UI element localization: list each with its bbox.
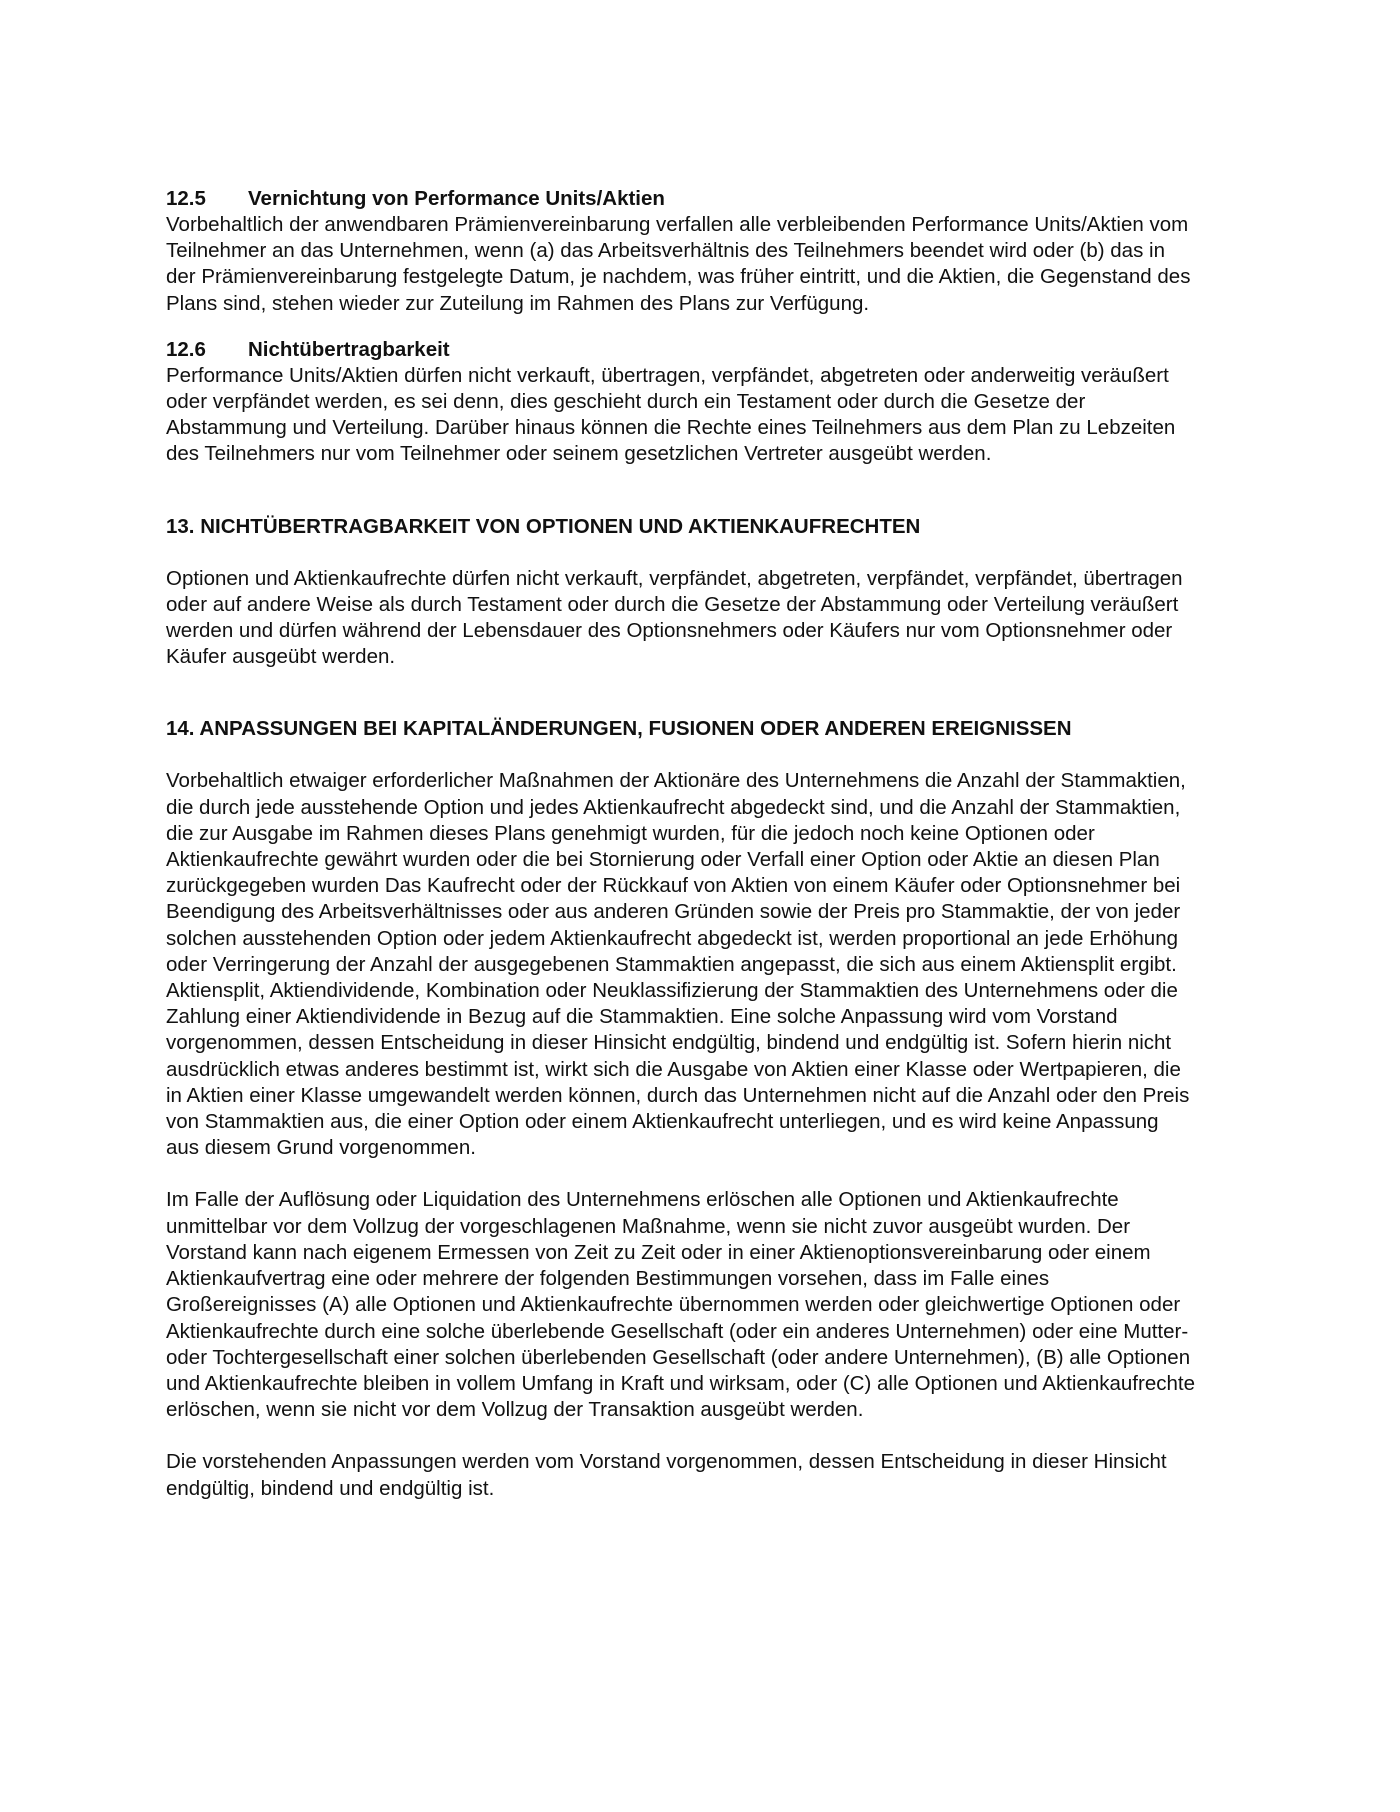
section-number: 12.6	[166, 337, 206, 361]
section-13	[166, 514, 1196, 671]
section-14-heading: 14. ANPASSUNGEN BEI KAPITALÄNDERUNGEN, FUSIONEN ODER ANDEREN EREIGNISSEN	[166, 717, 1072, 741]
section-13-heading: 13. NICHTÜBERTRAGBARKEIT VON OPTIONEN UND AKTIENKAUFRECHTEN	[166, 514, 921, 538]
section-title: Nichtübertragbarkeit	[248, 337, 450, 361]
section-14-paragraph: Im Falle der Auflösung oder Liquidation des Unternehmens erlöschen alle Optionen und Aktienkaufrechte unmittelbar vor dem Vollzug der vorgeschlagenen Maßnahme, wenn sie nicht zuvor ausgeübt wurden. Der Vorstand kann nach eigenem Ermessen von Zeit zu Zeit oder in einer Aktienoptionsvereinbarung oder einem Aktienkaufvertrag eine oder mehrere der folgenden Bestimmungen vorsehen, dass im Falle eines Großereignisses (A) alle Optionen und Aktienkaufrechte übernommen werden oder gleichwertige Optionen oder Aktienkaufrechte durch eine solche überlebende Gesellschaft (oder ein anderes Unternehmen) oder eine Mutter- oder Tochtergesellschaft einer solchen überlebenden Gesellschaft (oder andere Unternehmen), (B) alle Optionen und Aktienkaufrechte bleiben in vollem Umfang in Kraft und wirksam, oder (C) alle Optionen und Aktienkaufrechte erlöschen, wenn sie nicht vor dem Vollzug der Transaktion ausgeübt werden.	[166, 1188, 1195, 1422]
section-12-5-heading	[166, 186, 1196, 212]
section-12-6	[166, 337, 1196, 468]
document-page	[166, 186, 1196, 1502]
section-12-6-body: Performance Units/Aktien dürfen nicht verkauft, übertragen, verpfändet, abgetreten oder anderweitig veräußert oder verpfändet werden, es sei denn, dies geschieht durch ein Testament oder durch die Gesetze der Abstammung und Verteilung. Darüber hinaus können die Rechte eines Teilnehmers aus dem Plan zu Lebzeiten des Teilnehmers nur vom Teilnehmer oder seinem gesetzlichen Vertreter ausgeübt werden.	[166, 363, 1176, 466]
section-13-body: Optionen und Aktienkaufrechte dürfen nicht verkauft, verpfändet, abgetreten, verpfändet, verpfändet, übertragen oder auf andere Weise als durch Testament oder durch die Gesetze der Abstammung oder Verteilung veräußert werden und dürfen während der Lebensdauer des Optionsnehmers oder Käufers nur vom Optionsnehmer oder Käufer ausgeübt werden.	[166, 566, 1183, 669]
section-12-5-body: Vorbehaltlich der anwendbaren Prämienvereinbarung verfallen alle verbleibenden Performance Units/Aktien vom Teilnehmer an das Unternehmen, wenn (a) das Arbeitsverhältnis des Teilnehmers beendet wird oder (b) das in der Prämienvereinbarung festgelegte Datum, je nachdem, was früher eintritt, und die Aktien, die Gegenstand des Plans sind, stehen wieder zur Zuteilung im Rahmen des Plans zur Verfügung.	[166, 213, 1191, 315]
section-12-6-heading	[166, 337, 1196, 363]
section-number: 12.5	[166, 187, 206, 210]
section-title: Vernichtung von Performance Units/Aktien	[248, 187, 665, 210]
section-14-paragraph: Vorbehaltlich etwaiger erforderlicher Maßnahmen der Aktionäre des Unternehmens die Anzahl der Stammaktien, die durch jede ausstehende Option und jedes Aktienkaufrecht abgedeckt sind, und die Anzahl der Stammaktien, die zur Ausgabe im Rahmen dieses Plans genehmigt wurden, für die jedoch noch keine Optionen oder Aktienkaufrechte gewährt wurden oder die bei Stornierung oder Verfall einer Option oder Aktie an diesen Plan zurückgegeben wurden Das Kaufrecht oder der Rückkauf von Aktien von einem Käufer oder Optionsnehmer bei Beendigung des Arbeitsverhältnisses oder aus anderen Gründen sowie der Preis pro Stammaktie, der von jeder solchen ausstehenden Option oder jedem Aktienkaufrecht abgedeckt ist, werden proportional an jede Erhöhung oder Verringerung der Anzahl der ausgegebenen Stammaktien angepasst, die sich aus einem Aktiensplit ergibt. Aktiensplit, Aktiendividende, Kombination oder Neuklassifizierung der Stammaktien des Unternehmens oder die Zahlung einer Aktiendividende in Bezug auf die Stammaktien. Eine solche Anpassung wird vom Vorstand vorgenommen, dessen Entscheidung in dieser Hinsicht endgültig, bindend und endgültig ist. Sofern hierin nicht ausdrücklich etwas anderes bestimmt ist, wirkt sich die Ausgabe von Aktien einer Klasse oder Wertpapieren, die in Aktien einer Klasse umgewandelt werden können, durch das Unternehmen nicht auf die Anzahl oder den Preis von Stammaktien aus, die einer Option oder einem Aktienkaufrecht unterliegen, und es wird keine Anpassung aus diesem Grund vorgenommen.	[166, 769, 1190, 1160]
section-14-paragraph: Die vorstehenden Anpassungen werden vom Vorstand vorgenommen, dessen Entscheidung in dieser Hinsicht endgültig, bindend und endgültig ist.	[166, 1450, 1167, 1500]
section-12-5	[166, 186, 1196, 317]
section-14	[166, 716, 1196, 1501]
